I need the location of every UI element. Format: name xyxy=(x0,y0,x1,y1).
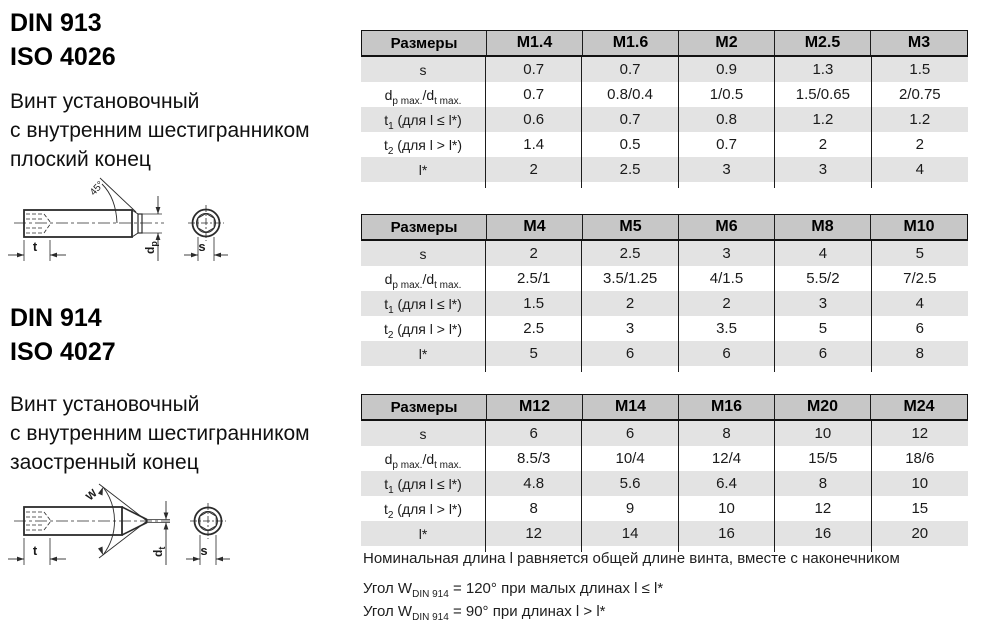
row-label: l* xyxy=(361,341,486,366)
value-cell: 6.4 xyxy=(679,471,775,496)
table-row xyxy=(361,241,968,266)
column-header-size: M2.5 xyxy=(775,31,871,55)
dim-label-t: t xyxy=(32,239,38,254)
column-header-size: M10 xyxy=(903,218,935,235)
table-row xyxy=(361,341,968,366)
description-din913 xyxy=(10,87,310,174)
value-cell: 5 xyxy=(915,245,924,262)
value-cell: 8 xyxy=(486,496,582,521)
table-row xyxy=(361,521,968,546)
table-row xyxy=(361,291,968,316)
value-cell: 12/4 xyxy=(679,446,775,471)
value-cell: 5 xyxy=(775,316,871,341)
extension-cell xyxy=(486,366,582,372)
dim-label-w-angle: W xyxy=(83,487,100,504)
column-header-size: M14 xyxy=(583,395,679,419)
extension-cell xyxy=(679,366,775,372)
table-row xyxy=(361,446,968,471)
row-label: $t_2$ (для l > l*) xyxy=(361,132,486,157)
row-label: l* xyxy=(361,157,486,182)
standard-din914: DIN 914 xyxy=(10,304,102,332)
row-label: $d_{p max.}/d_{t max.}$ xyxy=(361,266,486,291)
column-line-extension xyxy=(361,366,968,372)
dim-label-s: s xyxy=(198,239,206,254)
dim-label-dp: $d_p$ xyxy=(143,241,159,254)
extension-cell xyxy=(582,182,678,188)
value-cell: 2 xyxy=(486,157,582,182)
value-cell: 15/5 xyxy=(775,446,871,471)
column-header-size: M1.6 xyxy=(583,31,679,55)
standard-iso4026: ISO 4026 xyxy=(10,43,116,71)
value-cell: 1.5/0.65 xyxy=(775,82,871,107)
table-row xyxy=(361,57,968,82)
value-cell: 10/4 xyxy=(582,446,678,471)
column-header-size: M8 xyxy=(775,215,871,239)
value-cell: 3 xyxy=(582,316,678,341)
value-cell: 8.5/3 xyxy=(486,446,582,471)
drawing-flat-point-screw xyxy=(2,170,242,271)
table-row xyxy=(361,471,968,496)
column-header-size: M5 xyxy=(583,215,679,239)
value-cell: 6 xyxy=(679,341,775,366)
extension-cell xyxy=(582,366,678,372)
value-cell: 2 xyxy=(679,291,775,316)
cone-point-screw-svg xyxy=(2,481,242,573)
table-row xyxy=(361,316,968,341)
extension-cell xyxy=(775,182,871,188)
value-cell: 3 xyxy=(679,157,775,182)
table-row xyxy=(361,107,968,132)
value-cell: 2.5 xyxy=(582,241,678,266)
value-cell: 0.6 xyxy=(486,107,582,132)
row-label: $t_2$ (для l > l*) xyxy=(361,316,486,341)
column-line-extension xyxy=(361,182,968,188)
value-cell: 0.7 xyxy=(679,132,775,157)
value-cell: 0.5 xyxy=(582,132,678,157)
value-cell: 8 xyxy=(775,471,871,496)
value-cell: 10 xyxy=(911,475,929,492)
value-cell: 7/2.5 xyxy=(903,270,937,287)
value-cell: 0.8 xyxy=(679,107,775,132)
value-cell: 1.2 xyxy=(775,107,871,132)
value-cell: 6 xyxy=(915,320,924,337)
column-header-size: M4 xyxy=(487,215,583,239)
value-cell: 3 xyxy=(775,157,871,182)
description-line: Винт установочный xyxy=(10,90,200,113)
size-table-m12-m24 xyxy=(361,394,968,552)
value-cell: 5.6 xyxy=(582,471,678,496)
row-label: s xyxy=(361,241,486,266)
value-cell: 1.3 xyxy=(775,57,871,82)
value-cell: 9 xyxy=(582,496,678,521)
value-cell: 2.5 xyxy=(582,157,678,182)
value-cell: 4 xyxy=(915,295,924,312)
note-nominal-length: Номинальная длина l равняется общей длине винта, вместе с наконечником xyxy=(363,550,900,567)
description-line: заостренный конец xyxy=(10,451,199,474)
row-label: s xyxy=(361,57,486,82)
value-cell: 6 xyxy=(486,421,582,446)
value-cell: 6 xyxy=(775,341,871,366)
table-header-row xyxy=(361,30,968,57)
extension-cell xyxy=(872,366,968,372)
value-cell: 3 xyxy=(679,241,775,266)
value-cell: 2 xyxy=(486,241,582,266)
value-cell: 6 xyxy=(582,341,678,366)
value-cell: 1.5 xyxy=(909,61,931,78)
dim-label-dt: $d_t$ xyxy=(151,546,167,557)
drawing-cone-point-screw xyxy=(2,481,242,578)
value-cell: 0.7 xyxy=(486,82,582,107)
table-header-row xyxy=(361,214,968,241)
value-cell: 3 xyxy=(775,291,871,316)
value-cell: 1.5 xyxy=(486,291,582,316)
value-cell: 2 xyxy=(775,132,871,157)
flat-point-screw-svg xyxy=(2,170,242,266)
value-cell: 5.5/2 xyxy=(775,266,871,291)
description-line: плоский конец xyxy=(10,148,151,171)
value-cell: 2.5 xyxy=(486,316,582,341)
value-cell: 0.9 xyxy=(679,57,775,82)
dim-label-45deg: 45° xyxy=(88,179,107,199)
extension-cell xyxy=(872,182,968,188)
row-label: $t_1$ (для l ≤ l*) xyxy=(361,471,486,496)
value-cell: 10 xyxy=(775,421,871,446)
value-cell: 4.8 xyxy=(486,471,582,496)
value-cell: 0.7 xyxy=(582,107,678,132)
value-cell: 12 xyxy=(486,521,582,546)
value-cell: 10 xyxy=(679,496,775,521)
standard-din913: DIN 913 xyxy=(10,9,102,37)
row-label: s xyxy=(361,421,486,446)
value-cell: 16 xyxy=(775,521,871,546)
table-row xyxy=(361,82,968,107)
table-row xyxy=(361,132,968,157)
description-line: Винт установочный xyxy=(10,393,200,416)
table-header-row xyxy=(361,394,968,421)
table-row xyxy=(361,496,968,521)
row-label: $d_{p max.}/d_{t max.}$ xyxy=(361,82,486,107)
value-cell: 12 xyxy=(911,425,929,442)
value-cell: 4 xyxy=(775,241,871,266)
value-cell: 1.4 xyxy=(486,132,582,157)
dim-label-s: s xyxy=(200,543,208,558)
row-label: $t_2$ (для l > l*) xyxy=(361,496,486,521)
note-angle-120: Угол $W_{DIN 914} = 120^\circ$ при малых длинах l ≤ l* xyxy=(363,580,664,600)
column-header-sizes: Размеры xyxy=(362,395,487,419)
column-header-sizes: Размеры xyxy=(362,215,487,239)
extension-cell xyxy=(679,182,775,188)
standard-iso4027: ISO 4027 xyxy=(10,338,116,366)
value-cell: 4 xyxy=(915,161,924,178)
value-cell: 0.7 xyxy=(486,57,582,82)
value-cell: 16 xyxy=(679,521,775,546)
column-header-size: M2 xyxy=(679,31,775,55)
extension-cell xyxy=(775,366,871,372)
value-cell: 1/0.5 xyxy=(679,82,775,107)
value-cell: 8 xyxy=(679,421,775,446)
row-label: $d_{p max.}/d_{t max.}$ xyxy=(361,446,486,471)
value-cell: 0.7 xyxy=(582,57,678,82)
value-cell: 15 xyxy=(911,500,929,517)
extension-cell xyxy=(361,366,486,372)
value-cell: 1.2 xyxy=(909,111,931,128)
standard-block-din913 xyxy=(10,6,116,74)
column-header-size: M20 xyxy=(775,395,871,419)
size-table-m1_4-m3 xyxy=(361,30,968,188)
extension-cell xyxy=(361,182,486,188)
column-header-size: M16 xyxy=(679,395,775,419)
column-header-size: M3 xyxy=(907,34,931,51)
column-header-size: M24 xyxy=(903,398,935,415)
table-row xyxy=(361,266,968,291)
value-cell: 6 xyxy=(582,421,678,446)
value-cell: 4/1.5 xyxy=(679,266,775,291)
note-angle-90: Угол $W_{DIN 914} = 90^\circ$ при длинах l > l* xyxy=(363,603,606,623)
column-header-size: M12 xyxy=(487,395,583,419)
table-row xyxy=(361,157,968,182)
description-line: с внутренним шестигранником xyxy=(10,119,310,142)
value-cell: 0.8/0.4 xyxy=(582,82,678,107)
value-cell: 12 xyxy=(775,496,871,521)
value-cell: 2.5/1 xyxy=(486,266,582,291)
value-cell: 3.5 xyxy=(679,316,775,341)
column-header-size: M1.4 xyxy=(487,31,583,55)
extension-cell xyxy=(486,182,582,188)
table-row xyxy=(361,421,968,446)
value-cell: 8 xyxy=(915,345,924,362)
value-cell: 3.5/1.25 xyxy=(582,266,678,291)
value-cell: 2 xyxy=(582,291,678,316)
value-cell: 5 xyxy=(486,341,582,366)
column-header-size: M6 xyxy=(679,215,775,239)
row-label: l* xyxy=(361,521,486,546)
row-label: $t_1$ (для l ≤ l*) xyxy=(361,107,486,132)
column-header-sizes: Размеры xyxy=(362,31,487,55)
row-label: $t_1$ (для l ≤ l*) xyxy=(361,291,486,316)
value-cell: 18/6 xyxy=(905,450,935,467)
value-cell: 2/0.75 xyxy=(898,86,941,103)
description-din914 xyxy=(10,390,310,477)
value-cell: 2 xyxy=(915,136,924,153)
value-cell: 14 xyxy=(582,521,678,546)
dim-label-t: t xyxy=(32,543,38,558)
description-line: с внутренним шестигранником xyxy=(10,422,310,445)
size-table-m4-m10 xyxy=(361,214,968,372)
standard-block-din914 xyxy=(10,301,116,369)
value-cell: 20 xyxy=(911,525,929,542)
